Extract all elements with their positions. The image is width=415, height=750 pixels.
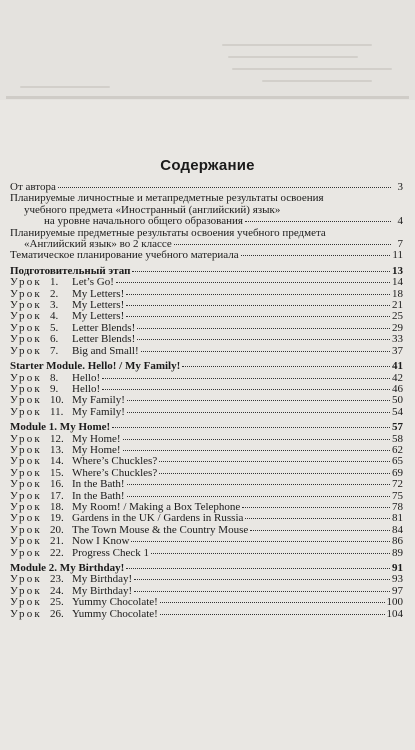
lesson-title: Where’s Chuckles? <box>72 455 158 468</box>
lesson-entry[interactable] <box>10 574 403 585</box>
page-number: 91 <box>392 562 403 574</box>
dot-leader <box>123 450 390 451</box>
lesson-entry[interactable] <box>10 373 403 384</box>
lesson-number: 4. <box>50 310 59 323</box>
lesson-entry[interactable] <box>10 323 403 334</box>
page-number: 50 <box>392 394 403 407</box>
lesson-entry[interactable] <box>10 334 403 345</box>
lesson-entry[interactable] <box>10 456 403 467</box>
page-number: 7 <box>397 238 403 251</box>
lesson-number: 2. <box>50 287 59 300</box>
lesson-word: Урок <box>10 607 42 620</box>
dot-leader <box>137 339 390 340</box>
lesson-number: 23. <box>50 573 64 586</box>
dot-leader <box>245 221 391 222</box>
page-number: 57 <box>392 421 403 434</box>
lesson-entry[interactable] <box>10 597 403 608</box>
page-number: 14 <box>392 276 403 289</box>
lesson-word: Урок <box>10 287 42 300</box>
lesson-number: 6. <box>50 333 59 346</box>
dot-leader <box>134 591 390 592</box>
lesson-title: Now I Know <box>72 535 130 548</box>
lesson-number: 19. <box>50 512 64 525</box>
lesson-word: Урок <box>10 523 42 536</box>
lesson-word: Урок <box>10 405 42 418</box>
table-of-contents <box>10 182 403 620</box>
dot-leader <box>160 614 385 615</box>
lesson-number: 18. <box>50 500 64 513</box>
lesson-number: 7. <box>50 344 59 357</box>
toc-entry[interactable] <box>10 250 403 261</box>
dot-leader <box>116 282 390 283</box>
lesson-entry[interactable] <box>10 609 403 620</box>
dot-leader <box>134 579 390 580</box>
lesson-entry[interactable] <box>10 300 403 311</box>
dot-leader <box>127 400 390 401</box>
lesson-number: 3. <box>50 299 59 312</box>
lesson-title: Letter Blends! <box>72 321 136 334</box>
dot-leader <box>137 328 390 329</box>
entry-title: «Английский язык» во 2 классе <box>24 238 172 251</box>
entry-title: Starter Module. Hello! / My Family! <box>10 360 181 373</box>
page-number: 46 <box>392 382 403 395</box>
lesson-entry[interactable] <box>10 395 403 406</box>
dot-leader <box>127 484 390 485</box>
dot-leader <box>159 473 390 474</box>
dot-leader <box>241 255 391 256</box>
page-number: 41 <box>392 360 403 373</box>
page-number: 25 <box>392 310 403 323</box>
lesson-number: 14. <box>50 455 64 468</box>
lesson-entry[interactable] <box>10 468 403 479</box>
lesson-word: Урок <box>10 535 42 548</box>
page-number: 81 <box>392 512 403 525</box>
lesson-word: Урок <box>10 455 42 468</box>
lesson-entry[interactable] <box>10 311 403 322</box>
lesson-title: My Letters! <box>72 287 125 300</box>
page-number: 54 <box>392 405 403 418</box>
section-heading[interactable] <box>10 563 403 574</box>
dot-leader <box>102 378 390 379</box>
dot-leader <box>151 553 390 554</box>
lesson-word: Урок <box>10 299 42 312</box>
entry-title-line: Планируемые личностные и метапредметные результаты освоения <box>10 192 324 205</box>
lesson-entry[interactable] <box>10 536 403 547</box>
lesson-entry[interactable] <box>10 479 403 490</box>
lesson-entry[interactable] <box>10 434 403 445</box>
page-number: 29 <box>392 321 403 334</box>
lesson-word: Урок <box>10 432 42 445</box>
section-heading[interactable] <box>10 422 403 433</box>
lesson-title: Yummy Chocolate! <box>72 607 158 620</box>
dot-leader <box>102 389 390 390</box>
lesson-number: 5. <box>50 321 59 334</box>
lesson-entry[interactable] <box>10 384 403 395</box>
entry-title: Module 1. My Home! <box>10 421 111 434</box>
page-number: 33 <box>392 333 403 346</box>
lesson-title: Gardens in the UK / Gardens in Russia <box>72 512 244 525</box>
lesson-title: Where’s Chuckles? <box>72 466 158 479</box>
lesson-title: My Home! <box>72 443 121 456</box>
lesson-title: In the Bath! <box>72 478 125 491</box>
lesson-word: Урок <box>10 573 42 586</box>
lesson-word: Урок <box>10 584 42 597</box>
dot-leader <box>159 461 390 462</box>
page-number: 86 <box>392 535 403 548</box>
lesson-word: Урок <box>10 466 42 479</box>
dot-leader <box>126 316 390 317</box>
page-top-rule <box>6 96 409 99</box>
dot-leader <box>182 366 390 367</box>
lesson-number: 24. <box>50 584 64 597</box>
lesson-number: 9. <box>50 382 59 395</box>
entry-title: Тематическое планирование учебного материала <box>10 249 239 262</box>
page-number: 62 <box>392 443 403 456</box>
entry-title: От автора <box>10 181 56 193</box>
lesson-number: 25. <box>50 596 64 609</box>
toc-entry[interactable] <box>10 216 403 227</box>
page-number: 4 <box>397 215 403 228</box>
lesson-title: My Birthday! <box>72 573 133 586</box>
page-number: 65 <box>392 455 403 468</box>
page-number: 37 <box>392 344 403 357</box>
dot-leader <box>127 412 390 413</box>
lesson-word: Урок <box>10 321 42 334</box>
lesson-entry[interactable] <box>10 407 403 418</box>
lesson-title: My Family! <box>72 394 125 407</box>
lesson-word: Урок <box>10 478 42 491</box>
lesson-title: My Room! / Making a Box Telephone <box>72 500 241 513</box>
page-number: 11 <box>392 249 403 262</box>
lesson-number: 20. <box>50 523 64 536</box>
page-number: 97 <box>392 584 403 597</box>
page-number: 93 <box>392 573 403 586</box>
lesson-entry[interactable] <box>10 586 403 597</box>
lesson-number: 16. <box>50 478 64 491</box>
lesson-number: 22. <box>50 546 64 559</box>
lesson-title: Yummy Chocolate! <box>72 596 158 609</box>
previous-page-bleed-through <box>0 0 415 100</box>
page-number: 3 <box>397 181 403 193</box>
lesson-title: Hello! <box>72 371 101 384</box>
page-number: 21 <box>392 299 403 312</box>
lesson-word: Урок <box>10 333 42 346</box>
page-number: 84 <box>392 523 403 536</box>
lesson-number: 17. <box>50 489 64 502</box>
dot-leader <box>126 294 390 295</box>
lesson-entry[interactable] <box>10 289 403 300</box>
lesson-title: Hello! <box>72 382 101 395</box>
lesson-title: Big and Small! <box>72 344 139 357</box>
page-number: 13 <box>392 264 403 277</box>
page-number: 100 <box>386 596 403 609</box>
lesson-number: 11. <box>50 405 64 418</box>
lesson-title: Progress Check 1 <box>72 546 149 559</box>
page-number: 18 <box>392 287 403 300</box>
lesson-word: Урок <box>10 500 42 513</box>
page-number: 104 <box>386 607 403 620</box>
dot-leader <box>245 518 390 519</box>
lesson-word: Урок <box>10 596 42 609</box>
lesson-entry[interactable] <box>10 277 403 288</box>
page-number: 78 <box>392 500 403 513</box>
dot-leader <box>127 496 390 497</box>
dot-leader <box>132 271 390 272</box>
dot-leader <box>160 602 385 603</box>
lesson-number: 8. <box>50 371 59 384</box>
dot-leader <box>174 244 391 245</box>
lesson-word: Урок <box>10 512 42 525</box>
lesson-title: The Town Mouse & the Country Mouse <box>72 523 249 536</box>
lesson-number: 13. <box>50 443 64 456</box>
dot-leader <box>141 351 390 352</box>
entry-title <box>10 407 125 418</box>
lesson-word: Урок <box>10 489 42 502</box>
dot-leader <box>126 568 390 569</box>
section-heading[interactable] <box>10 361 403 372</box>
lesson-word: Урок <box>10 344 42 357</box>
lesson-word: Урок <box>10 394 42 407</box>
dot-leader <box>112 427 390 428</box>
dot-leader <box>131 541 390 542</box>
entry-title <box>10 548 149 559</box>
entry-title-line: Планируемые предметные результаты освоения учебного предмета <box>10 226 326 239</box>
lesson-title: My Birthday! <box>72 584 133 597</box>
page-number: 75 <box>392 489 403 502</box>
page-number: 89 <box>392 546 403 559</box>
lesson-title: In the Bath! <box>72 489 125 502</box>
lesson-entry[interactable] <box>10 548 403 559</box>
lesson-number: 26. <box>50 607 64 620</box>
dot-leader <box>242 507 390 508</box>
page-number: 72 <box>392 478 403 491</box>
lesson-number: 10. <box>50 394 64 407</box>
lesson-entry[interactable] <box>10 525 403 536</box>
page-number: 58 <box>392 432 403 445</box>
lesson-word: Урок <box>10 382 42 395</box>
lesson-word: Урок <box>10 443 42 456</box>
dot-leader <box>250 530 390 531</box>
dot-leader <box>123 439 390 440</box>
section-heading[interactable] <box>10 266 403 277</box>
lesson-title: Let’s Go! <box>72 276 114 289</box>
lesson-title: Letter Blends! <box>72 333 136 346</box>
entry-title: Подготовительный этап <box>10 264 131 277</box>
lesson-word: Урок <box>10 546 42 559</box>
lesson-number: 1. <box>50 276 59 289</box>
lesson-number: 15. <box>50 466 64 479</box>
entry-title-line: учебного предмета «Иностранный (английский) язык» <box>24 203 281 216</box>
page-title: Содержание <box>160 157 255 174</box>
lesson-number: 21. <box>50 535 64 548</box>
lesson-word: Урок <box>10 310 42 323</box>
lesson-title: My Home! <box>72 432 121 445</box>
page-number: 42 <box>392 371 403 384</box>
entry-title <box>10 346 139 357</box>
lesson-title: My Letters! <box>72 310 125 323</box>
lesson-title: My Letters! <box>72 299 125 312</box>
entry-title <box>10 609 158 620</box>
dot-leader <box>126 305 390 306</box>
lesson-entry[interactable] <box>10 445 403 456</box>
entry-title: на уровне начального общего образования <box>44 215 243 228</box>
lesson-entry[interactable] <box>10 346 403 357</box>
lesson-word: Урок <box>10 371 42 384</box>
page-number: 69 <box>392 466 403 479</box>
lesson-word: Урок <box>10 276 42 289</box>
lesson-number: 12. <box>50 432 64 445</box>
dot-leader <box>58 187 391 188</box>
entry-title: Module 2. My Birthday! <box>10 562 125 574</box>
lesson-title: My Family! <box>72 405 125 418</box>
